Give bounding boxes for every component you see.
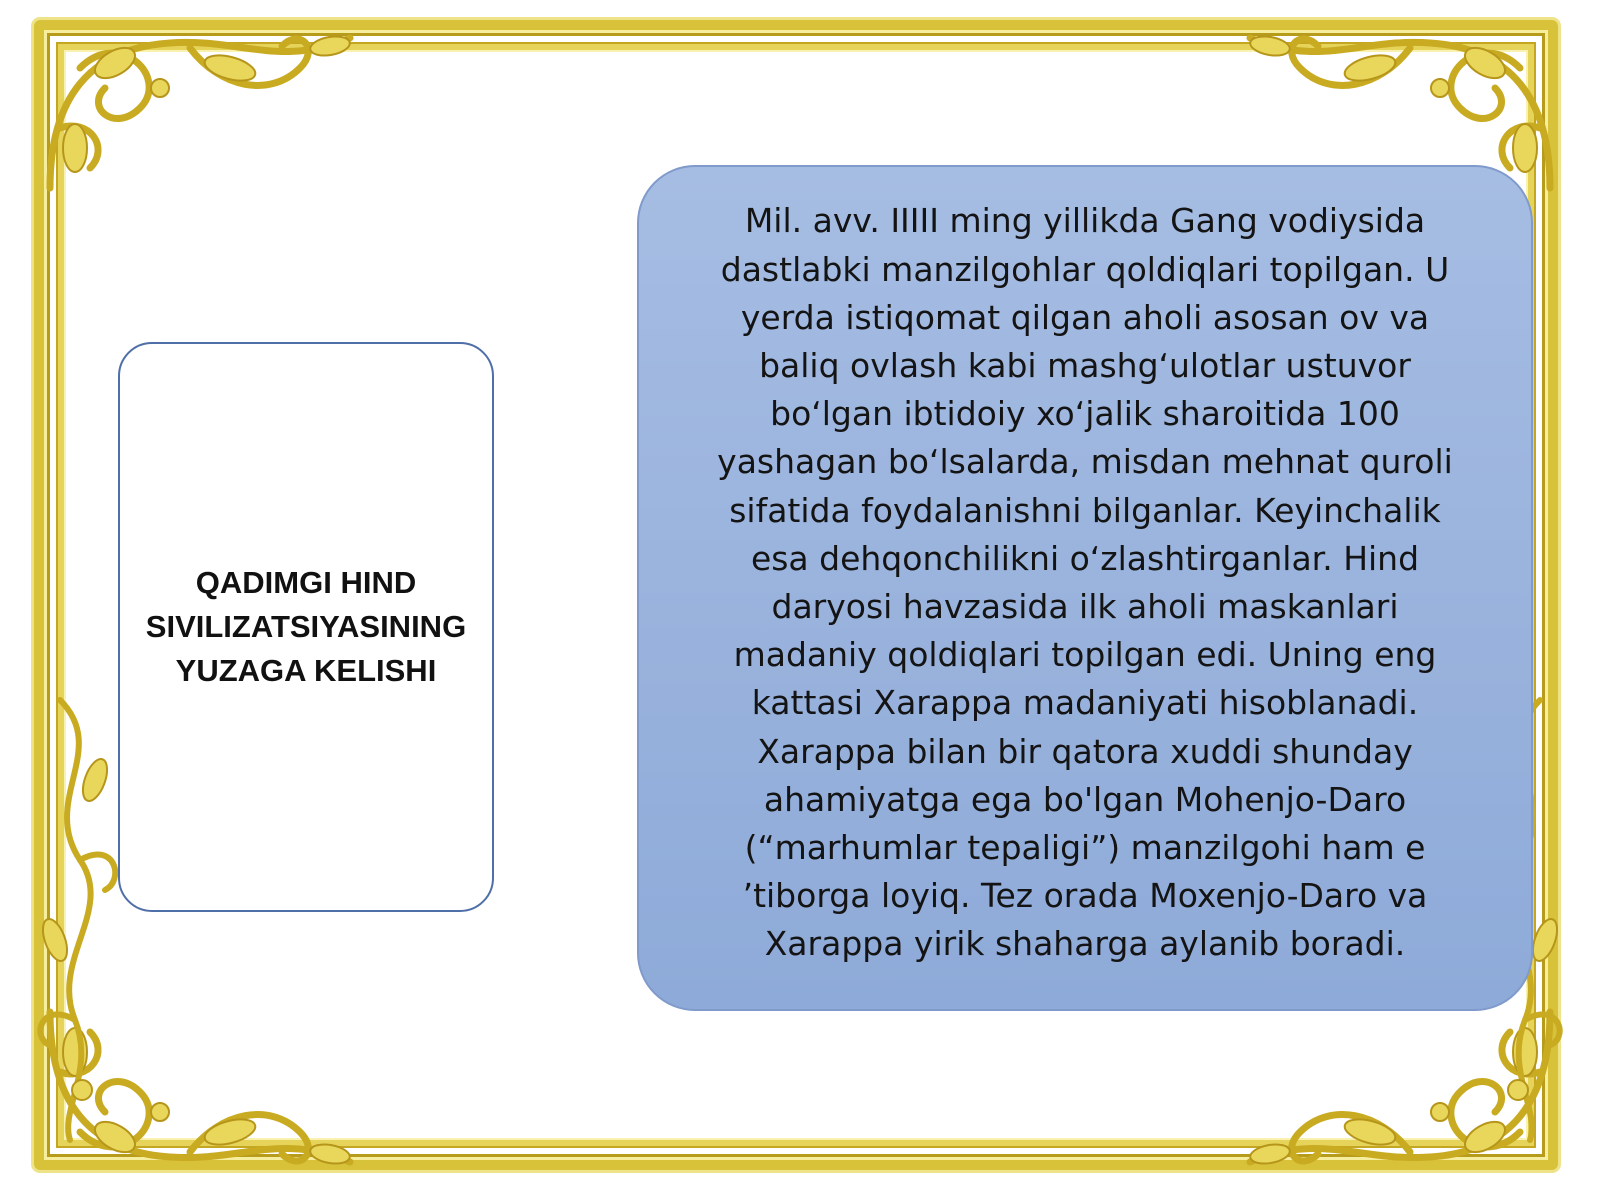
slide-title-line: SIVILIZATSIYASINING	[145, 609, 467, 644]
body-text-line: Xarappa yirik shaharga aylanib boradi.	[764, 924, 1406, 964]
slide-title-line: QADIMGI HIND	[195, 565, 417, 600]
slide-title-line: YUZAGA KELISHI	[175, 653, 437, 688]
slide-title	[126, 561, 486, 693]
body-text-line: daryosi havzasida ilk aholi maskanlari	[771, 587, 1399, 626]
body-text-line: ’tiborga loyiq. Tez orada Moxenjo-Daro va	[742, 876, 1428, 916]
body-text-line: madaniy qoldiqlari topilgan edi. Uning eng	[733, 635, 1437, 675]
body-text-line: ahamiyatga ega bo'lgan Mohenjo-Daro	[763, 779, 1407, 819]
body-text-line: baliq ovlash kabi mashg‘ulotlar ustuvor	[759, 345, 1411, 385]
body-text-line: dastlabki manzilgohlar qoldiqlari topilgan. U	[720, 249, 1450, 289]
title-box	[118, 342, 494, 912]
body-text-line: kattasi Xarappa madaniyati hisoblanadi.	[751, 683, 1419, 723]
body-text-line: bo‘lgan ibtidoiy xo‘jalik sharoitida 100	[770, 394, 1400, 434]
body-text-line: sifatida foydalanishni bilganlar. Keyinchalik	[729, 490, 1441, 530]
body-text-line: yerda istiqomat qilgan aholi asosan ov va	[740, 297, 1430, 337]
body-text-box	[637, 165, 1533, 1011]
body-text-line: Xarappa bilan bir qatora xuddi shunday	[757, 731, 1413, 771]
body-text-line: esa dehqonchilikni o‘zlashtirganlar. Hind	[750, 538, 1420, 578]
body-text-line: yashagan bo‘lsalarda, misdan mehnat quroli	[717, 442, 1453, 482]
body-text-line: Mil. avv. IIIII ming yillikda Gang vodiysida	[744, 201, 1426, 241]
body-text	[665, 197, 1505, 968]
body-text-line: (“marhumlar tepaligi”) manzilgohi ham e	[744, 828, 1426, 868]
